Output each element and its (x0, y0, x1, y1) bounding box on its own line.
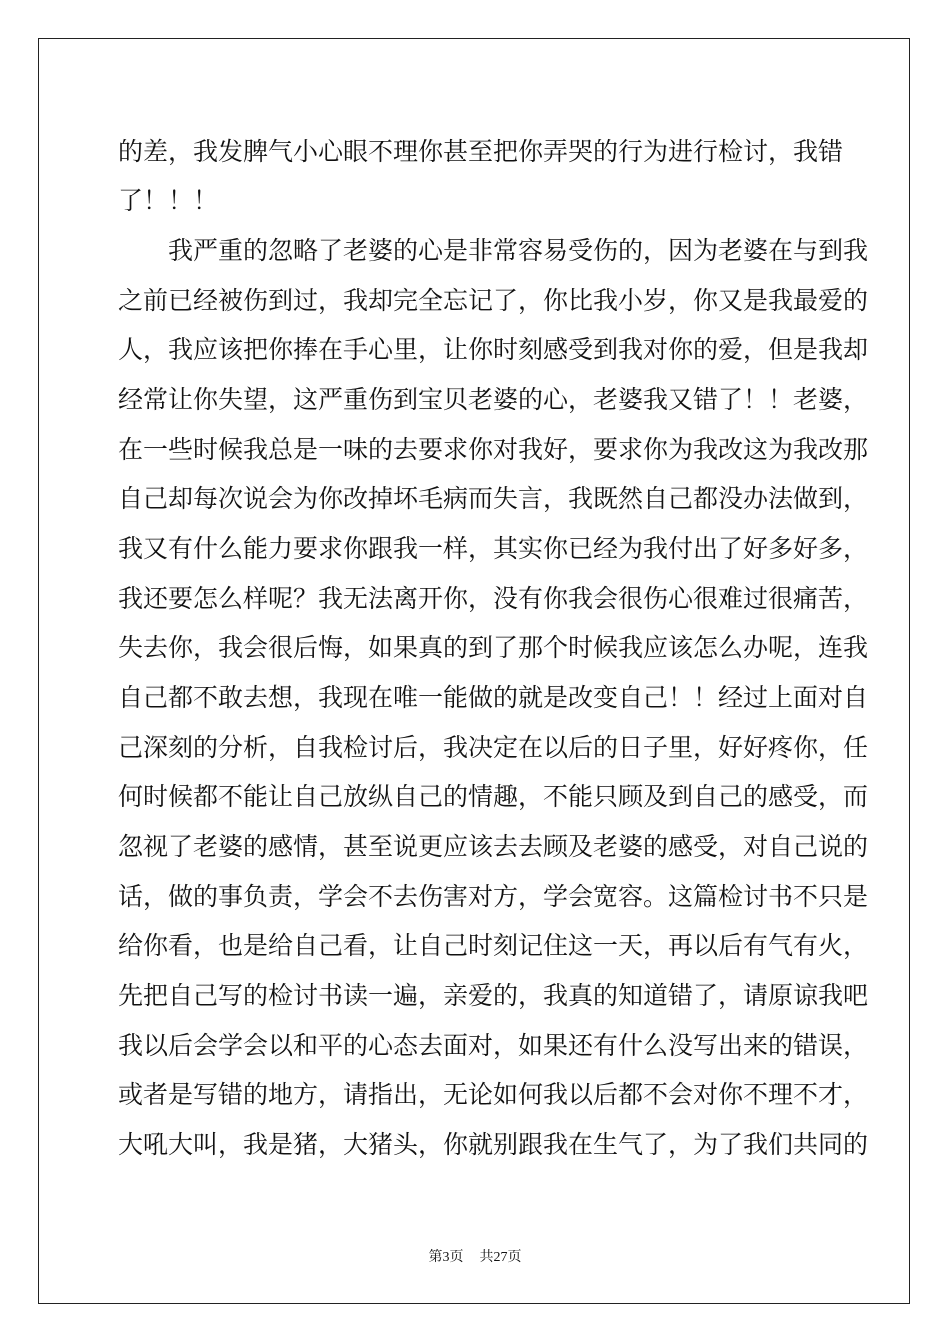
text-line: 经常让你失望，这严重伤到宝贝老婆的心，老婆我又错了！！老婆， (118, 385, 869, 414)
text-line: 自己却每次说会为你改掉坏毛病而失言，我既然自己都没办法做到， (118, 484, 869, 513)
text-line: 或者是写错的地方，请指出，无论如何我以后都不会对你不理不才， (118, 1080, 869, 1109)
text-line: 了！！！ (118, 186, 219, 215)
text-line: 忽视了老婆的感情，甚至说更应该去去顾及老婆的感受，对自己说的 (118, 832, 869, 861)
text-line: 之前已经被伤到过，我却完全忘记了，你比我小岁，你又是我最爱的 (118, 286, 869, 315)
text-line: 自己都不敢去想，我现在唯一能做的就是改变自己！！经过上面对自 (118, 683, 869, 712)
text-line: 大吼大叫，我是猪，大猪头，你就别跟我在生气了，为了我们共同的 (118, 1130, 869, 1159)
text-line: 人，我应该把你捧在手心里，让你时刻感受到我对你的爱，但是我却 (118, 335, 869, 364)
text-line: 我严重的忽略了老婆的心是非常容易受伤的，因为老婆在与到我 (118, 236, 869, 265)
text-line: 先把自己写的检讨书读一遍，亲爱的，我真的知道错了，请原谅我吧 (118, 981, 869, 1010)
page-number: 第3页 (428, 1250, 464, 1265)
page-footer (0, 1246, 950, 1266)
text-line: 话，做的事负责，学会不去伤害对方，学会宽容。这篇检讨书不只是 (118, 882, 869, 911)
text-line: 己深刻的分析，自我检讨后，我决定在以后的日子里，好好疼你，任 (118, 733, 869, 762)
text-line: 我以后会学会以和平的心态去面对，如果还有什么没写出来的错误， (118, 1031, 869, 1060)
text-line: 我又有什么能力要求你跟我一样，其实你已经为我付出了好多好多， (118, 534, 869, 563)
text-line: 的差，我发脾气小心眼不理你甚至把你弄哭的行为进行检讨，我错 (118, 137, 844, 166)
text-line: 何时候都不能让自己放纵自己的情趣，不能只顾及到自己的感受，而 (118, 782, 869, 811)
text-line: 我还要怎么样呢？我无法离开你，没有你我会很伤心很难过很痛苦， (118, 584, 869, 613)
text-line: 给你看，也是给自己看，让自己时刻记住这一天，再以后有气有火， (118, 931, 869, 960)
page-border (38, 38, 910, 1304)
text-line: 失去你，我会很后悔，如果真的到了那个时候我应该怎么办呢，连我 (118, 633, 869, 662)
page-total: 共27页 (479, 1250, 522, 1265)
text-line: 在一些时候我总是一味的去要求你对我好，要求你为我改这为我改那 (118, 435, 869, 464)
